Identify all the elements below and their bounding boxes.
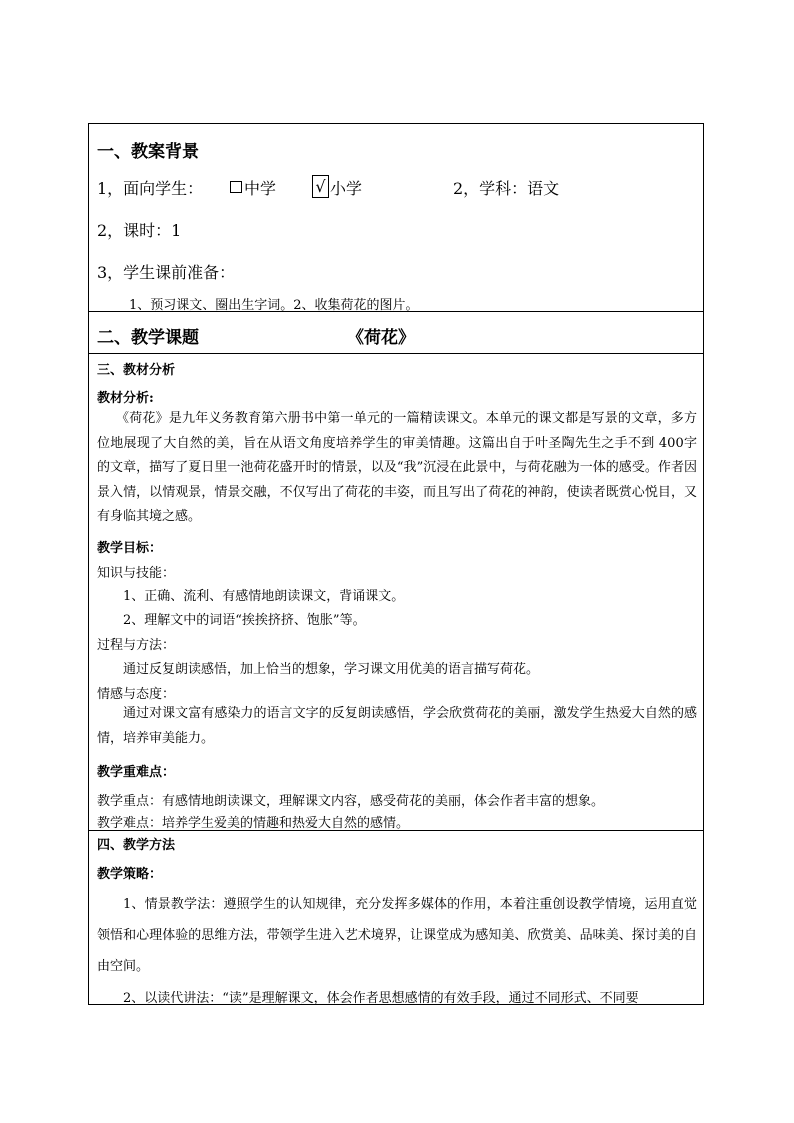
strategy-label: 教学策略： bbox=[97, 867, 163, 882]
audience-label: 1，面向学生： bbox=[97, 179, 204, 198]
primary-school-checkbox[interactable] bbox=[312, 175, 329, 198]
knowledge-item-2: 2、理解文中的词语“挨挨挤挤、饱胀”等。 bbox=[123, 613, 366, 628]
process-text: 通过反复朗读感悟，加上恰当的想象，学习课文用优美的语言描写荷花。 bbox=[123, 662, 540, 677]
knowledge-item-1: 1、正确、流利、有感情地朗读课文，背诵课文。 bbox=[123, 589, 405, 604]
option-middle-label: 中学 bbox=[244, 179, 277, 198]
divider bbox=[89, 353, 703, 354]
lesson-plan-table bbox=[88, 123, 704, 1005]
section4-heading: 四、教学方法 bbox=[97, 838, 176, 853]
analysis-paragraph: 《荷花》是九年义务教育第六册书中第一单元的一篇精读课文。本单元的课文都是写景的文章，多方位地展现了大自然的美，旨在从语文角度培养学生的审美情趣。这篇出自于叶圣陶先生之手不到 400字的文章，描写了夏日里一池荷花盛开时的情景，以及“我”沉浸在此景中，与荷花融为一体的感受。作者因景入情，以情观景，情景交融，不仅写出了荷花的丰姿，而且写出了荷花的神韵，使读者既赏心悦目，又有身临其境之感。 bbox=[97, 411, 697, 524]
divider bbox=[89, 830, 703, 831]
emotion-label: 情感与态度： bbox=[97, 687, 176, 702]
lesson-title: 《荷花》 bbox=[347, 328, 415, 348]
process-label: 过程与方法： bbox=[97, 638, 176, 653]
strategy-paragraph-1: 1、情景教学法：遵照学生的认知规律，充分发挥多媒体的作用，本着注重创设教学情境，运用直觉领悟和心理体验的思维方法，带领学生进入艺术境界，让课堂成为感知美、欣赏美、品味美、探讨美的自由空间。 bbox=[97, 897, 697, 974]
difficult-point-text: 教学难点：培养学生爱美的情趣和热爱大自然的感情。 bbox=[97, 816, 410, 831]
goals-label: 教学目标： bbox=[97, 541, 163, 556]
key-point-text: 教学重点：有感情地朗读课文，理解课文内容，感受荷花的美丽，体会作者丰富的想象。 bbox=[97, 794, 605, 809]
check-mark-icon: √ bbox=[315, 177, 326, 196]
section2-heading: 二、教学课题 bbox=[97, 328, 199, 348]
knowledge-label: 知识与技能： bbox=[97, 566, 176, 581]
keypoints-label: 教学重难点： bbox=[97, 765, 176, 780]
prep-text: 1、预习课文、圈出生字词。2、收集荷花的图片。 bbox=[129, 298, 419, 313]
middle-school-checkbox[interactable] bbox=[230, 181, 242, 193]
strategy-paragraph-2: 2、以读代讲法：“读”是理解课文，体会作者思想感情的有效手段，通过不同形式、不同要 bbox=[123, 991, 639, 1006]
subject-text: 2，学科：语文 bbox=[453, 179, 560, 198]
prep-label: 3，学生课前准备： bbox=[97, 263, 236, 282]
option-primary-label: 小学 bbox=[330, 179, 363, 198]
section1-heading: 一、教案背景 bbox=[97, 142, 199, 162]
section3-heading: 三、教材分析 bbox=[97, 363, 176, 378]
emotion-paragraph: 通过对课文富有感染力的语言文字的反复朗读感悟，学会欣赏荷花的美丽，激发学生热爱大自然的感情，培养审美能力。 bbox=[97, 706, 697, 746]
analysis-label: 教材分析: bbox=[97, 391, 154, 406]
divider bbox=[89, 311, 703, 312]
class-hours-text: 2，课时：1 bbox=[97, 221, 182, 240]
